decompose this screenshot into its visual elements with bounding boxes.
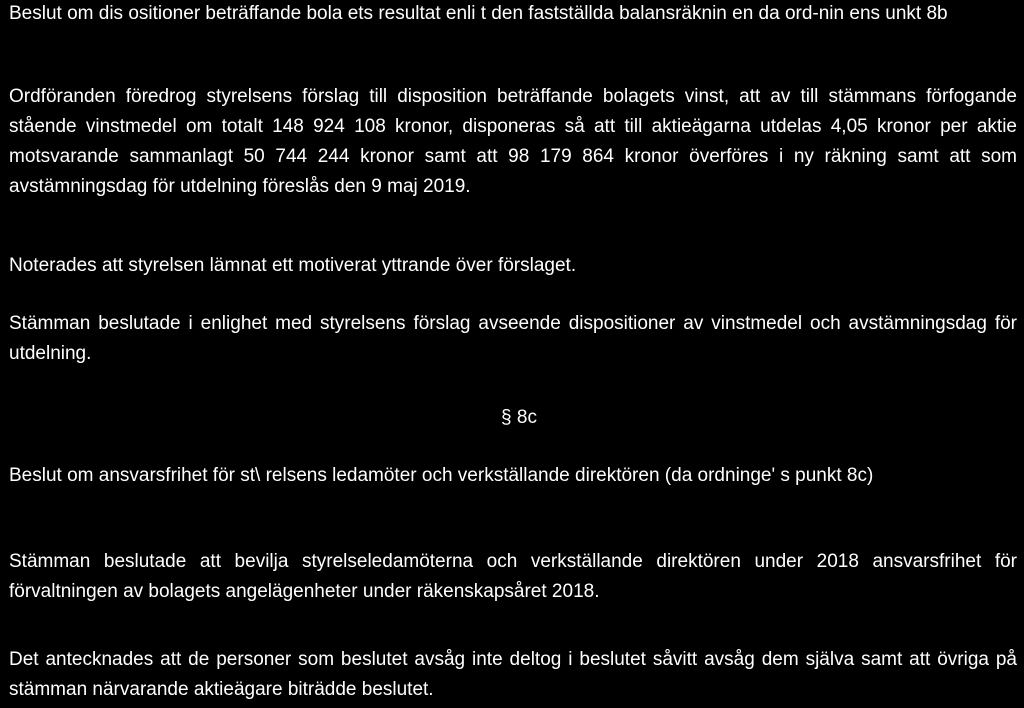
section-8c-paragraph-discharge: Stämman beslutade att bevilja styrelseledamöterna och verkställande direktören under 2018 ansvarsfrihet för förvaltningen av bolagets angelägenheter under räkenskapsåret 2018. [9,551,1017,602]
section-8b-paragraph-motivated-statement: Noterades att styrelsen lämnat ett motiverat yttrande över förslaget. [9,255,577,276]
section-8b-heading: Beslut om dis ositioner beträffande bola ets resultat enli t den fastställda balansräknin en da ord-nin ens unkt 8b [9,3,948,24]
section-8b-paragraph-resolution: Stämman beslutade i enlighet med styrelsens förslag avseende dispositioner av vinstmedel och avstämningsdag för utdelning. [9,313,1017,364]
section-8c-heading: Beslut om ansvarsfrihet för st\ relsens ledamöter och verkställande direktören (da ordninge' s punkt 8c) [9,465,874,486]
section-8c-paragraph-abstention: Det antecknades att de personer som beslutet avsåg inte deltog i beslutet såvitt avsåg dem själva samt att övriga på stämman närvarande aktieägare biträdde beslutet. [9,649,1017,700]
section-8b-paragraph-disposition: Ordföranden föredrog styrelsens förslag till disposition beträffande bolagets vinst, att av till stämmans förfogande stående vinstmedel om totalt 148 924 108 kronor, disponeras så att till aktieägarna utdelas 4,05 kronor per aktie motsvarande sammanlagt 50 744 244 kronor samt att 98 179 864 kronor överföres i ny räkning samt att som avstämningsdag för utdelning föreslås den 9 maj 2019. [9,86,1017,197]
section-8c-number: § 8c [501,407,537,428]
